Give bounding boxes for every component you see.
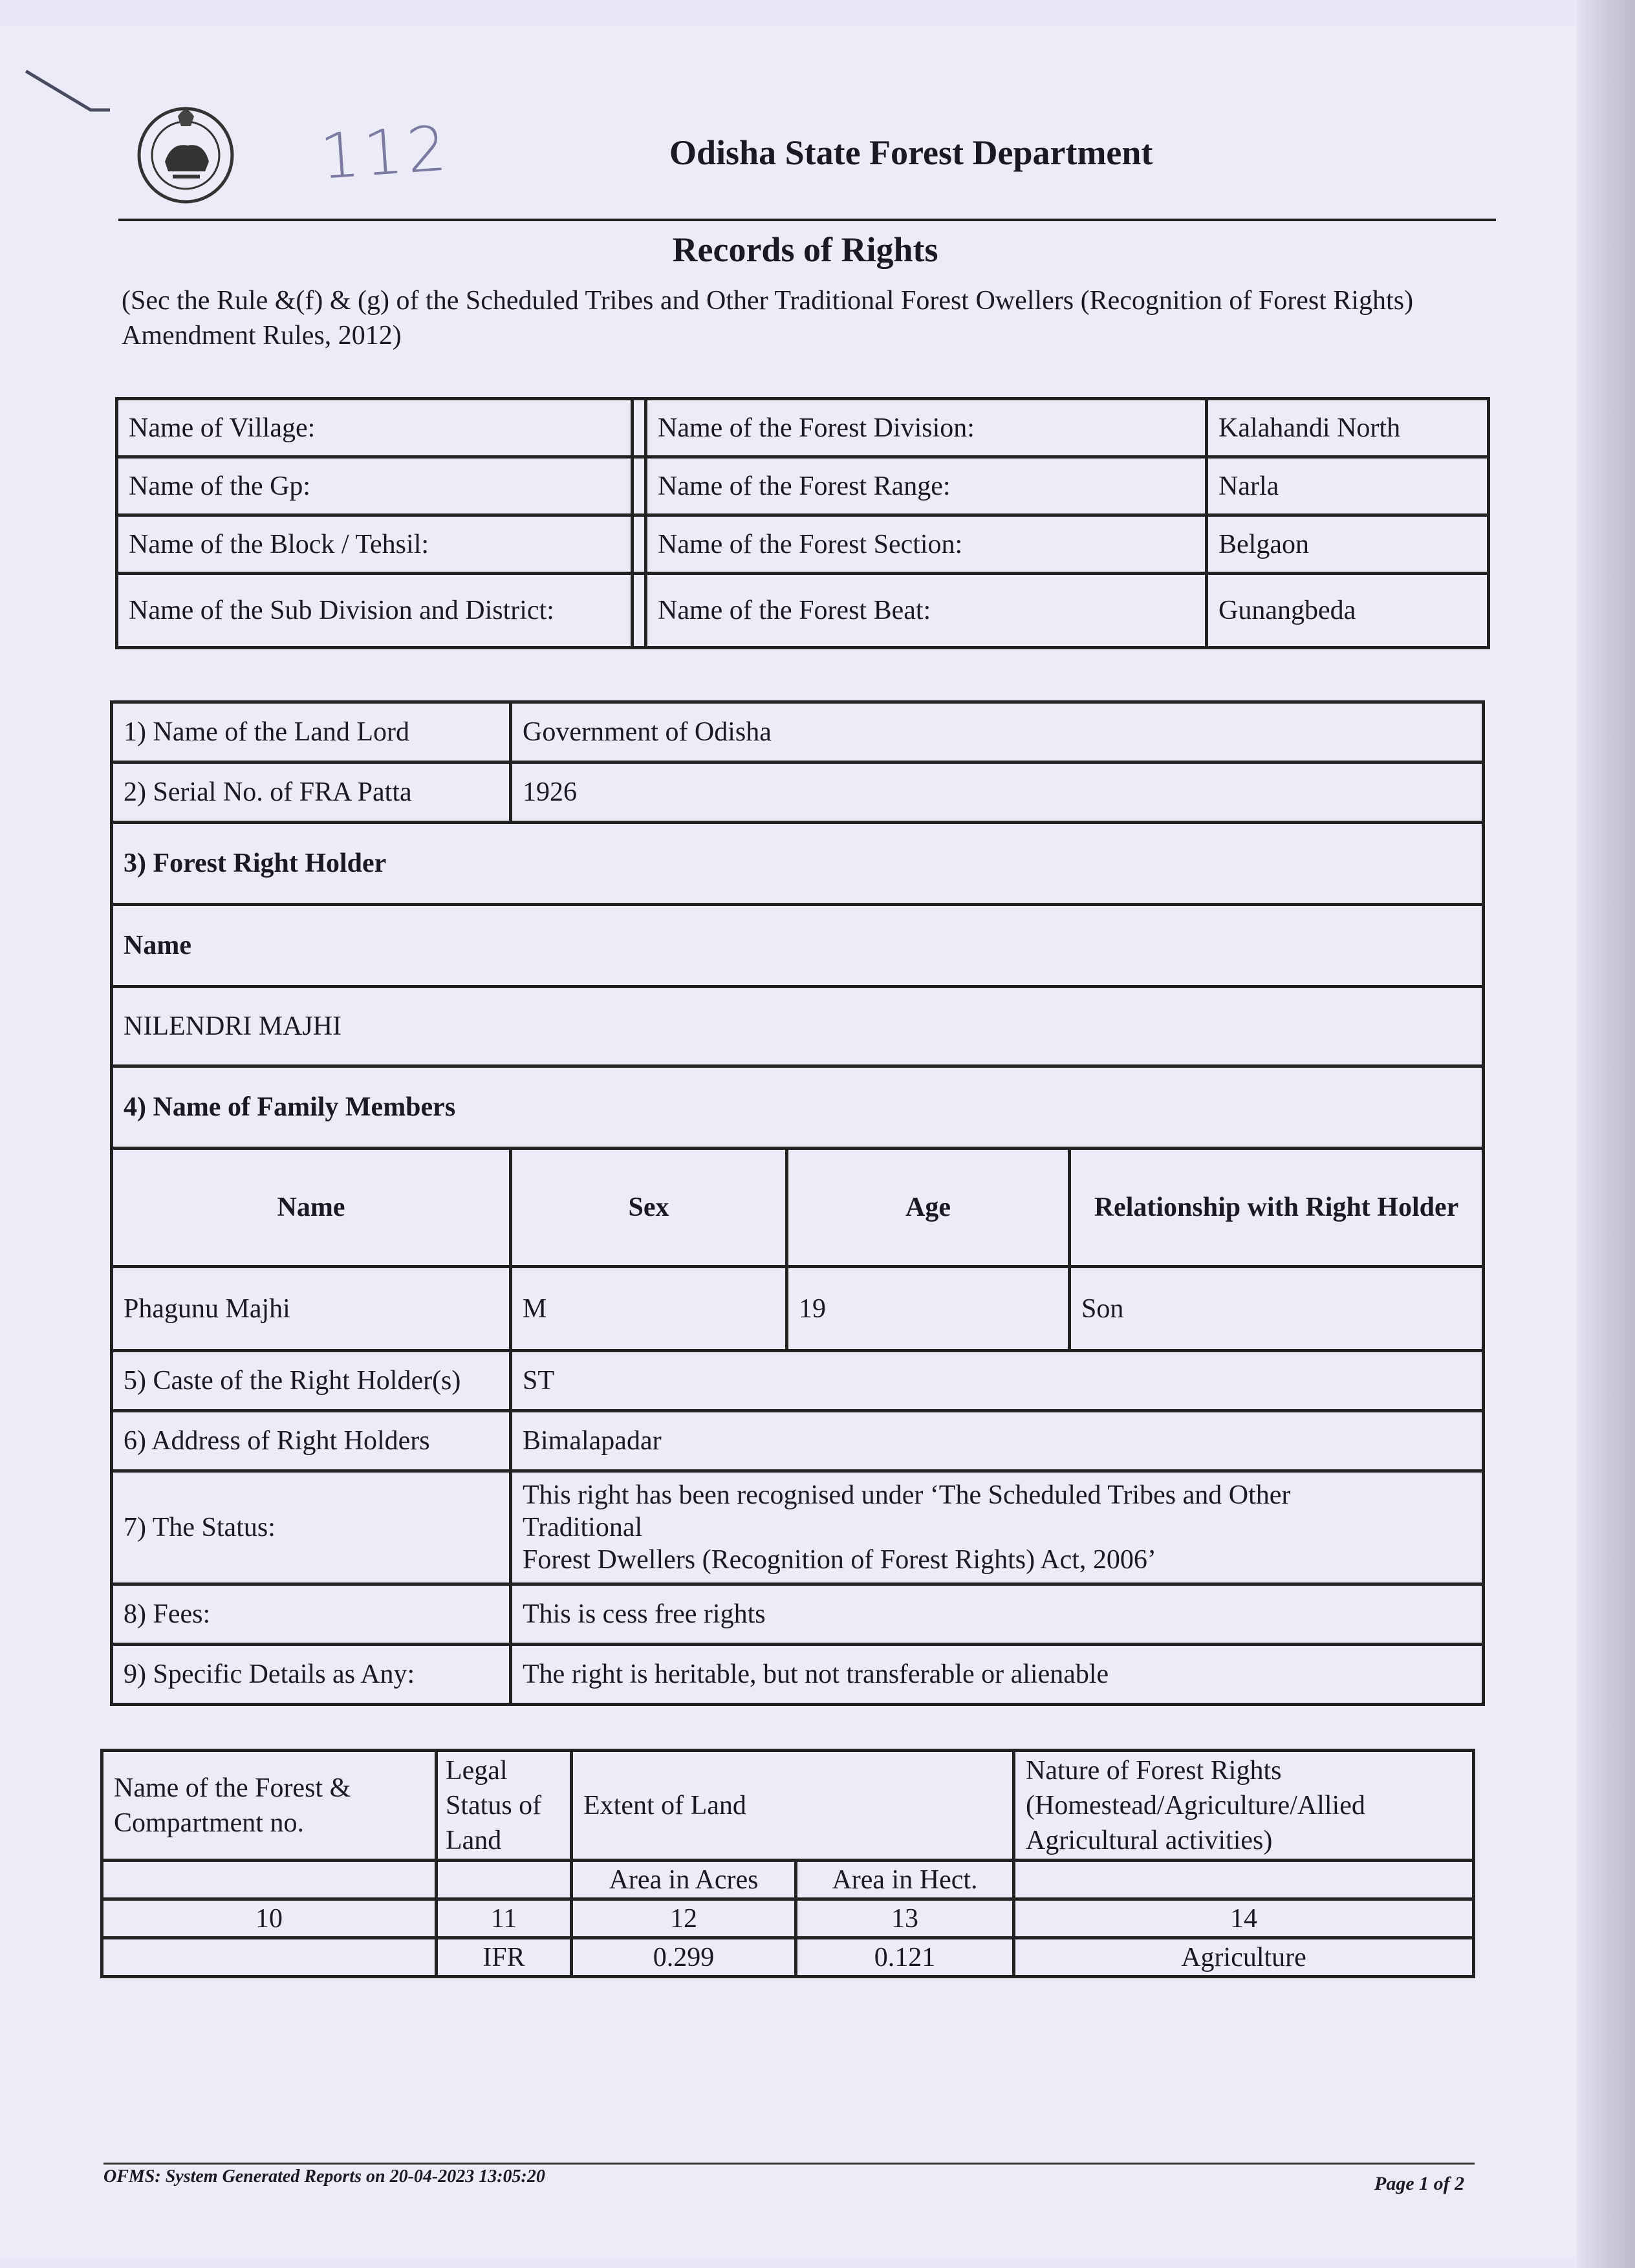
name-heading: Name: [112, 905, 1484, 987]
col-number-12: 12: [572, 1899, 796, 1938]
section-label: Name of the Forest Section:: [646, 515, 1207, 574]
member-name: Phagunu Majhi: [112, 1267, 511, 1351]
scan-shadow-edge: [1577, 0, 1635, 2268]
family-heading: 4) Name of Family Members: [112, 1066, 1484, 1149]
beat-value: Gunangbeda: [1207, 574, 1489, 648]
row-forest: [102, 1938, 437, 1977]
serial-value: 1926: [511, 762, 1484, 823]
column-gap: [633, 399, 646, 457]
footer-generated: OFMS: System Generated Reports on 20-04-2023 13:05:20: [103, 2166, 545, 2187]
beat-label: Name of the Forest Beat:: [646, 574, 1207, 648]
fees-value: This is cess free rights: [511, 1584, 1484, 1645]
location-table: [115, 397, 1490, 649]
range-label: Name of the Forest Range:: [646, 457, 1207, 515]
col-legal-status: Legal Status of Land: [437, 1751, 572, 1861]
table-row: [112, 1267, 1484, 1351]
address-value: Bimalapadar: [511, 1411, 1484, 1471]
row-hect: 0.121: [796, 1938, 1014, 1977]
sub-area-hect: Area in Hect.: [796, 1861, 1014, 1899]
subdivision-label: Name of the Sub Division and District:: [117, 574, 633, 648]
department-title: Odisha State Forest Department: [669, 133, 1153, 172]
col-forest-compartment: Name of the Forest & Compartment no.: [102, 1751, 437, 1861]
caste-value: ST: [511, 1351, 1484, 1411]
fees-label: 8) Fees:: [112, 1584, 511, 1645]
range-value: Narla: [1207, 457, 1489, 515]
family-col-sex: Sex: [511, 1149, 787, 1267]
holder-heading: 3) Forest Right Holder: [112, 823, 1484, 905]
odisha-emblem-icon: [133, 91, 239, 210]
status-line-2: Traditional: [523, 1513, 643, 1542]
sub-area-acres: Area in Acres: [572, 1861, 796, 1899]
footer-divider: [103, 2163, 1475, 2165]
gp-label: Name of the Gp:: [117, 457, 633, 515]
table-row: [102, 1938, 1474, 1977]
pen-mark-icon: [19, 65, 110, 123]
status-value: [511, 1471, 1484, 1584]
land-lord-value: Government of Odisha: [511, 702, 1484, 762]
status-label: 7) The Status:: [112, 1471, 511, 1584]
specific-label: 9) Specific Details as Any:: [112, 1645, 511, 1705]
village-label: Name of Village:: [117, 399, 633, 457]
col-nature-of-rights: Nature of Forest Rights (Homestead/Agriculture/Allied Agricultural activities): [1014, 1751, 1474, 1861]
division-label: Name of the Forest Division:: [646, 399, 1207, 457]
blank-cell: [102, 1861, 437, 1899]
blank-cell: [437, 1861, 572, 1899]
family-col-relationship: Relationship with Right Holder: [1070, 1149, 1484, 1267]
holder-name: NILENDRI MAJHI: [112, 987, 1484, 1066]
member-age: 19: [787, 1267, 1070, 1351]
col-number-14: 14: [1014, 1899, 1474, 1938]
row-legal: IFR: [437, 1938, 572, 1977]
family-col-age: Age: [787, 1149, 1070, 1267]
document-title: Records of Rights: [672, 230, 938, 269]
block-label: Name of the Block / Tehsil:: [117, 515, 633, 574]
member-sex: M: [511, 1267, 787, 1351]
member-relationship: Son: [1070, 1267, 1484, 1351]
row-nature: Agriculture: [1014, 1938, 1474, 1977]
document-subtitle: (Sec the Rule &(f) & (g) of the Scheduled Tribes and Other Traditional Forest Owellers (Recognition of Forest Rights) Amendment Rules, 2012): [122, 286, 1414, 351]
caste-label: 5) Caste of the Right Holder(s): [112, 1351, 511, 1411]
handwritten-number: 112: [318, 112, 453, 193]
row-acres: 0.299: [572, 1938, 796, 1977]
status-line-3: Forest Dwellers (Recognition of Forest Rights) Act, 2006’: [523, 1545, 1156, 1575]
division-value: Kalahandi North: [1207, 399, 1489, 457]
col-extent: Extent of Land: [572, 1751, 1014, 1861]
address-label: 6) Address of Right Holders: [112, 1411, 511, 1471]
status-line-1: This right has been recognised under ‘The Scheduled Tribes and Other: [523, 1480, 1291, 1510]
header-divider: [118, 219, 1496, 221]
family-col-name: Name: [112, 1149, 511, 1267]
col-number-11: 11: [437, 1899, 572, 1938]
footer-page-number: Page 1 of 2: [1374, 2173, 1465, 2194]
rights-details-table: [110, 700, 1485, 1706]
land-extent-table: [100, 1749, 1475, 1978]
section-value: Belgaon: [1207, 515, 1489, 574]
blank-cell: [1014, 1861, 1474, 1899]
land-lord-label: 1) Name of the Land Lord: [112, 702, 511, 762]
col-number-10: 10: [102, 1899, 437, 1938]
serial-label: 2) Serial No. of FRA Patta: [112, 762, 511, 823]
column-gap: [633, 515, 646, 574]
column-gap: [633, 574, 646, 648]
column-gap: [633, 457, 646, 515]
col-number-13: 13: [796, 1899, 1014, 1938]
specific-value: The right is heritable, but not transferable or alienable: [511, 1645, 1484, 1705]
